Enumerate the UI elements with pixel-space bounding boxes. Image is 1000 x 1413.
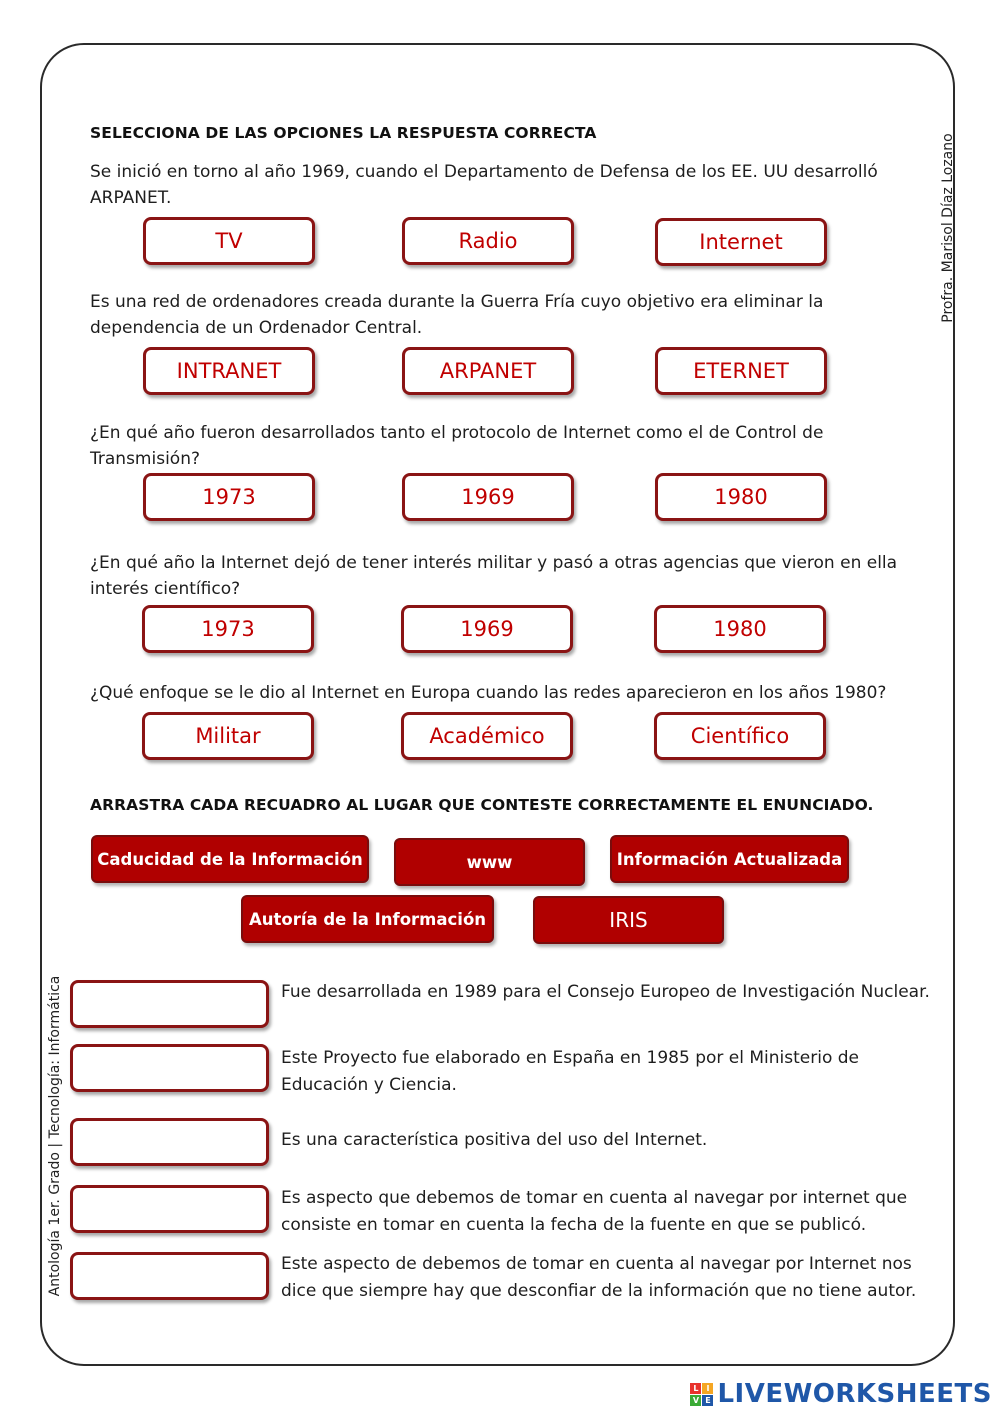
- question-1: Se inició en torno al año 1969, cuando el Departamento de Defensa de los EE. UU desarrolló ARPANET.: [90, 162, 878, 208]
- course-credit: Antología 1er. Grado | Tecnología: Informática: [47, 975, 63, 1297]
- option-intranet[interactable]: INTRANET: [143, 347, 315, 395]
- option-tv[interactable]: TV: [143, 217, 315, 265]
- statement-4: Es aspecto que debemos de tomar en cuenta al navegar por internet que consiste en tomar en cuenta la fecha de la fuente en que se publicó.: [281, 1188, 908, 1235]
- option-academico[interactable]: Académico: [401, 712, 573, 760]
- author-credit: Profra. Marisol Díaz Lozano: [940, 133, 956, 323]
- option-1969-b[interactable]: 1969: [401, 605, 573, 653]
- option-1980-a[interactable]: 1980: [655, 473, 827, 521]
- drop-zone-4[interactable]: [70, 1185, 269, 1233]
- option-eternet[interactable]: ETERNET: [655, 347, 827, 395]
- statement-3: Es una característica positiva del uso del Internet.: [281, 1130, 708, 1150]
- option-arpanet[interactable]: ARPANET: [402, 347, 574, 395]
- chip-informacion-actualizada[interactable]: Información Actualizada: [610, 835, 849, 883]
- chip-caducidad[interactable]: Caducidad de la Información: [91, 835, 369, 883]
- chip-iris[interactable]: IRIS: [533, 896, 724, 944]
- statement-1: Fue desarrollada en 1989 para el Consejo Europeo de Investigación Nuclear.: [281, 982, 930, 1002]
- question-5: ¿Qué enfoque se le dio al Internet en Europa cuando las redes aparecieron en los años 1980?: [90, 683, 887, 703]
- option-cientifico[interactable]: Científico: [654, 712, 826, 760]
- drop-zone-2[interactable]: [70, 1044, 269, 1092]
- drop-zone-3[interactable]: [70, 1118, 269, 1166]
- liveworksheets-icon: L I V E: [690, 1383, 713, 1406]
- option-1973-b[interactable]: 1973: [142, 605, 314, 653]
- question-2: Es una red de ordenadores creada durante la Guerra Fría cuyo objetivo era eliminar la dependencia de un Ordenador Central.: [90, 292, 824, 338]
- section1-heading: SELECCIONA DE LAS OPCIONES LA RESPUESTA CORRECTA: [90, 124, 597, 142]
- liveworksheets-logo: [690, 1379, 992, 1409]
- option-radio[interactable]: Radio: [402, 217, 574, 265]
- liveworksheets-text: LIVEWORKSHEETS: [717, 1379, 992, 1409]
- option-1973-a[interactable]: 1973: [143, 473, 315, 521]
- question-3: ¿En qué año fueron desarrollados tanto el protocolo de Internet como el de Control de Transmisión?: [90, 423, 824, 469]
- statement-5: Este aspecto de debemos de tomar en cuenta al navegar por Internet nos dice que siempre hay que desconfiar de la información que no tiene autor.: [281, 1254, 917, 1301]
- drop-zone-1[interactable]: [70, 980, 269, 1028]
- statement-2: Este Proyecto fue elaborado en España en 1985 por el Ministerio de Educación y Ciencia.: [281, 1048, 859, 1095]
- chip-www[interactable]: www: [394, 838, 585, 886]
- drop-zone-5[interactable]: [70, 1252, 269, 1300]
- option-militar[interactable]: Militar: [142, 712, 314, 760]
- option-1969-a[interactable]: 1969: [402, 473, 574, 521]
- option-1980-b[interactable]: 1980: [654, 605, 826, 653]
- option-internet[interactable]: Internet: [655, 218, 827, 266]
- question-4: ¿En qué año la Internet dejó de tener interés militar y pasó a otras agencias que vieron en ella interés científico?: [90, 553, 898, 599]
- chip-autoria[interactable]: Autoría de la Información: [241, 895, 494, 943]
- section2-heading: ARRASTRA CADA RECUADRO AL LUGAR QUE CONTESTE CORRECTAMENTE EL ENUNCIADO.: [90, 796, 874, 814]
